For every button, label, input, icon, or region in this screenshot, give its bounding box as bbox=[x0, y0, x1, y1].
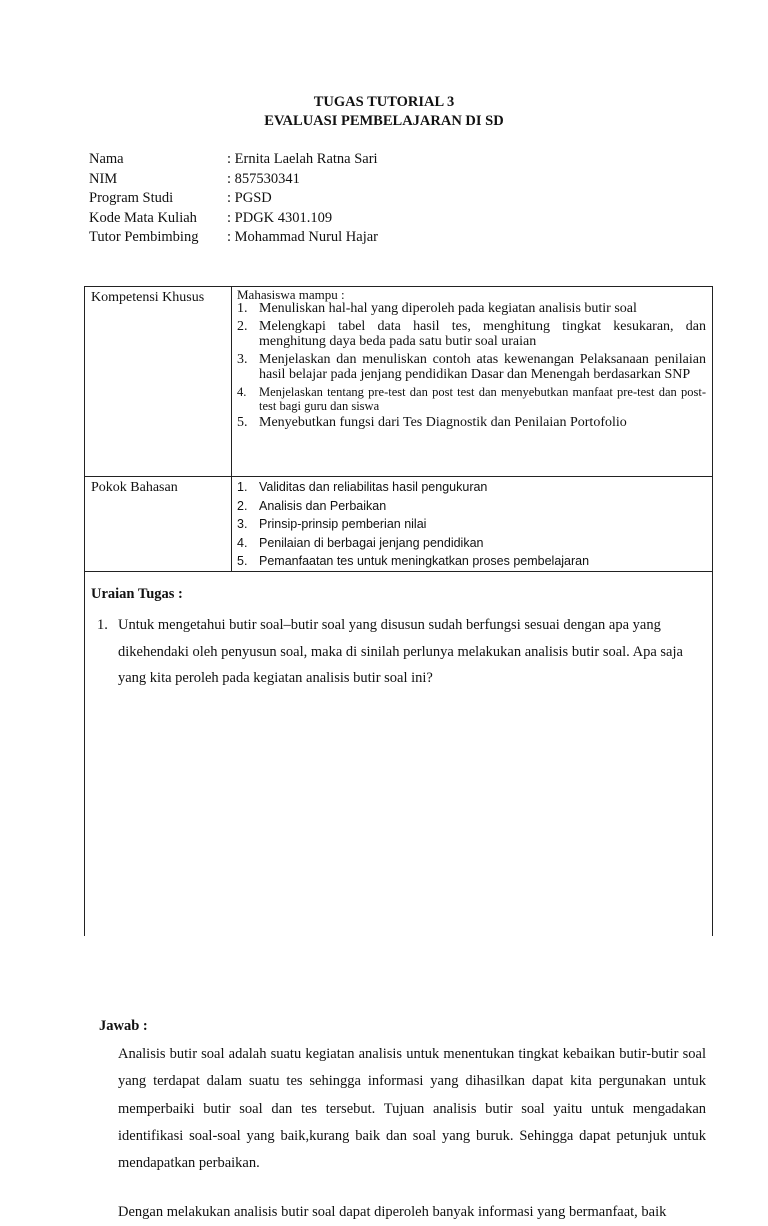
info-label: Program Studi bbox=[89, 190, 174, 207]
student-info bbox=[89, 150, 378, 248]
document-title: TUGAS TUTORIAL 3 bbox=[313, 94, 455, 110]
list-item bbox=[237, 385, 706, 413]
list-text: Menyebutkan fungsi dari Tes Diagnostik dan Penilaian Portofolio bbox=[259, 414, 627, 430]
list-number: 3. bbox=[237, 351, 248, 367]
question-number: 1. bbox=[97, 617, 108, 633]
question-text: Untuk mengetahui butir soal–butir soal yang disusun sudah berfungsi sesuai dengan apa yang dikehendaki oleh penyusun soal, maka di sinilah perlunya melakukan analisis butir soal. Apa saja yang kita peroleh pada kegiatan analisis butir soal ini? bbox=[118, 617, 683, 686]
list-text: Menjelaskan dan menuliskan contoh atas kewenangan Pelaksanaan penilaian hasil belajar pada jenjang pendidikan Dasar dan Menengah berdasarkan SNP bbox=[259, 351, 706, 382]
info-label: Kode Mata Kuliah bbox=[89, 209, 197, 226]
info-value: : PDGK 4301.109 bbox=[227, 209, 333, 226]
info-value: : 857530341 bbox=[227, 170, 300, 187]
info-label: Tutor Pembimbing bbox=[89, 229, 199, 246]
list-item bbox=[237, 415, 706, 431]
task-table bbox=[84, 286, 713, 1220]
kompetensi-list bbox=[237, 301, 706, 430]
list-text: Penilaian di berbagai jenjang pendidikan bbox=[259, 535, 484, 550]
list-number: 4. bbox=[237, 384, 247, 399]
list-number: 3. bbox=[237, 517, 248, 531]
info-row-kode-mata-kuliah bbox=[89, 209, 378, 229]
document-subtitle: EVALUASI PEMBELAJARAN DI SD bbox=[264, 113, 504, 129]
list-text: Analisis dan Perbaikan bbox=[259, 498, 387, 513]
list-item bbox=[237, 552, 706, 571]
info-row-nim bbox=[89, 170, 378, 190]
info-value: : Mohammad Nurul Hajar bbox=[227, 229, 379, 246]
info-value: : Ernita Laelah Ratna Sari bbox=[227, 151, 378, 167]
list-number: 1. bbox=[237, 480, 248, 494]
list-item bbox=[237, 319, 706, 350]
list-text: Pemanfaatan tes untuk meningkatkan proses pembelajaran bbox=[259, 554, 590, 568]
question-item bbox=[97, 612, 698, 692]
list-number: 4. bbox=[237, 535, 248, 550]
kompetensi-content bbox=[237, 288, 706, 432]
list-item bbox=[237, 515, 706, 534]
answer-paragraph-2: Dengan melakukan analisis butir soal dapat diperoleh banyak informasi yang bermanfaat, baik bbox=[118, 1204, 667, 1220]
jawab-heading: Jawab : bbox=[99, 1018, 148, 1034]
list-item bbox=[237, 352, 706, 383]
list-number: 5. bbox=[237, 554, 248, 568]
list-number: 1. bbox=[237, 301, 248, 316]
list-text: Melengkapi tabel data hasil tes, menghitung tingkat kesukaran, dan menghitung daya beda pada satu butir soal uraian bbox=[259, 318, 706, 349]
list-number: 2. bbox=[237, 498, 248, 513]
info-row-tutor-pembimbing bbox=[89, 228, 378, 248]
list-item bbox=[237, 534, 706, 553]
pokok-content bbox=[237, 478, 706, 571]
info-label: Nama bbox=[89, 151, 124, 167]
info-value: : PGSD bbox=[227, 190, 272, 207]
pokok-row bbox=[85, 477, 712, 572]
info-label: NIM bbox=[89, 170, 118, 187]
list-text: Menuliskan hal-hal yang diperoleh pada kegiatan analisis butir soal bbox=[259, 301, 637, 316]
list-text: Prinsip-prinsip pemberian nilai bbox=[259, 517, 427, 531]
kompetensi-row bbox=[85, 287, 712, 477]
list-item bbox=[237, 301, 706, 317]
kompetensi-label: Kompetensi Khusus bbox=[91, 290, 205, 305]
info-row-program-studi bbox=[89, 189, 378, 209]
list-text: Menjelaskan tentang pre-test dan post test dan menyebutkan manfaat pre-test dan post-test bagi guru dan siswa bbox=[259, 384, 706, 413]
list-number: 2. bbox=[237, 318, 248, 334]
list-item bbox=[237, 478, 706, 497]
pokok-list bbox=[237, 478, 706, 571]
info-row-nama bbox=[89, 150, 378, 170]
list-number: 5. bbox=[237, 414, 248, 430]
pokok-label: Pokok Bahasan bbox=[91, 480, 178, 495]
answer-paragraph-1: Analisis butir soal adalah suatu kegiatan analisis untuk menentukan tingkat kebaikan butir-butir soal yang terdapat dalam suatu tes sehingga informasi yang dihasilkan dapat kita pergunakan untuk memperbaiki butir soal dan tes tersebut. Tujuan analisis butir soal yaitu untuk mengadakan identifikasi soal-soal yang baik,kurang baik dan soal yang buruk. Sehingga dapat petunjuk untuk mendapatkan perbaikan. bbox=[118, 1046, 706, 1172]
list-text: Validitas dan reliabilitas hasil pengukuran bbox=[259, 480, 488, 494]
kompetensi-intro: Mahasiswa mampu : bbox=[237, 287, 345, 302]
uraian-heading: Uraian Tugas : bbox=[91, 586, 183, 602]
list-item bbox=[237, 497, 706, 516]
